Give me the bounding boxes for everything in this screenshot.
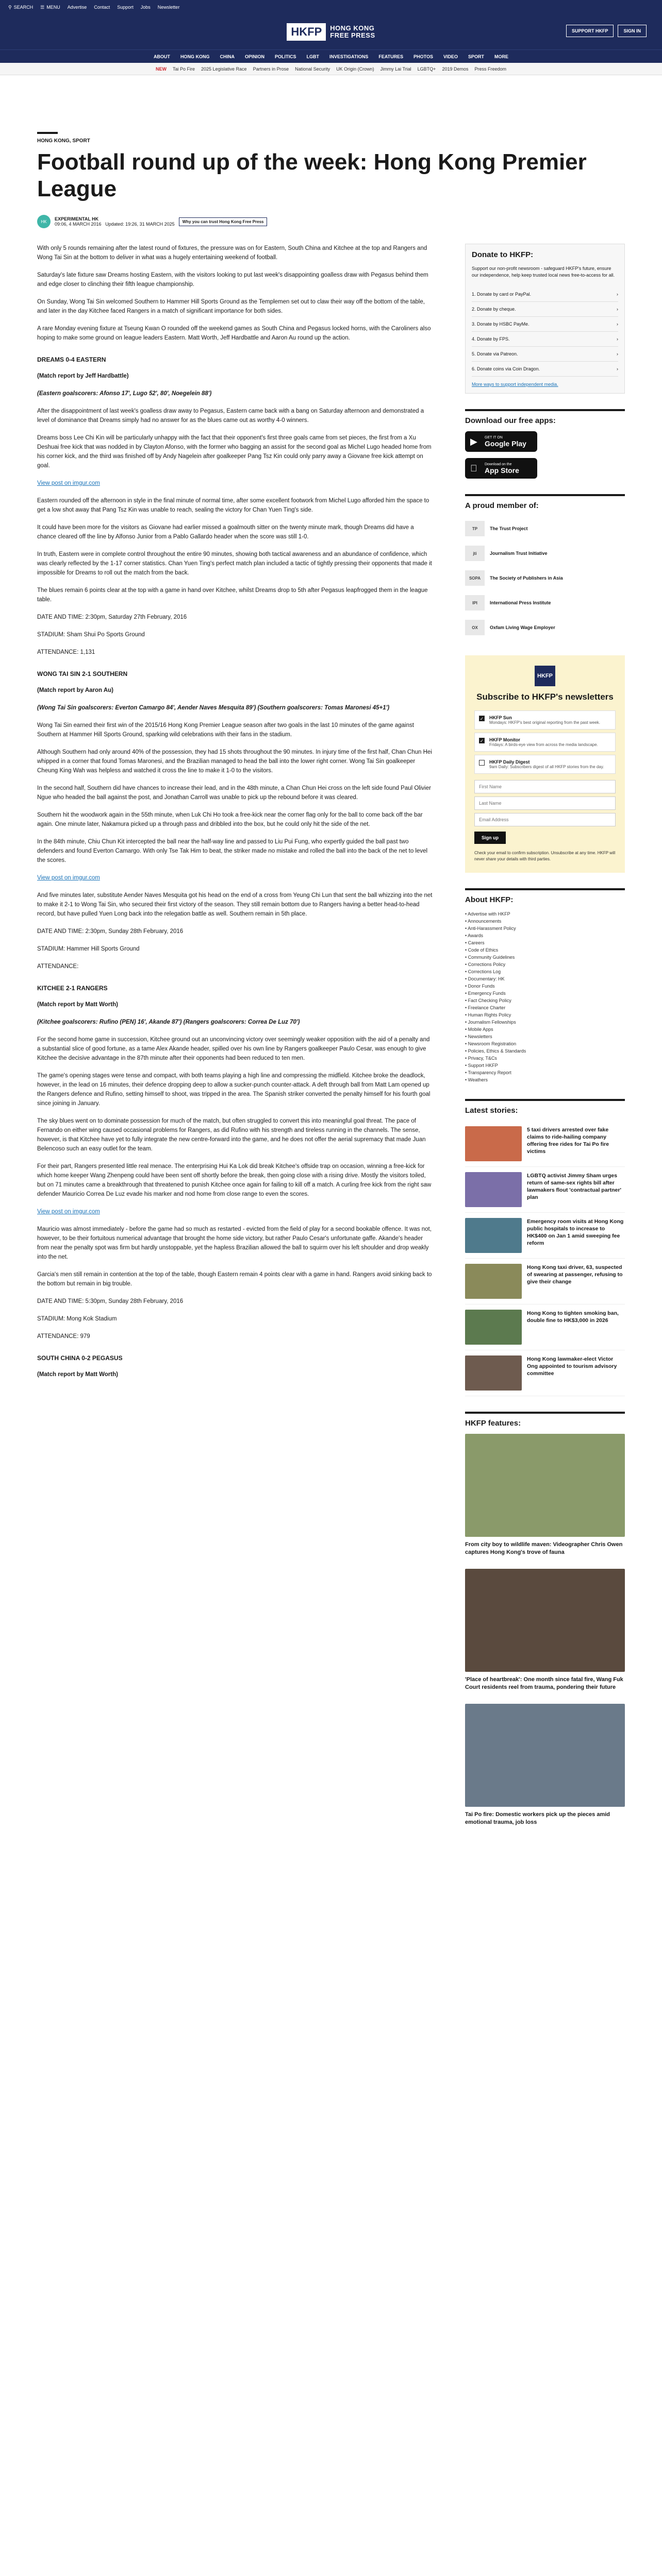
about-link[interactable]: • Code of Ethics [465,946,625,954]
features-list [465,1434,625,1826]
about-link[interactable]: • Emergency Funds [465,990,625,997]
chevron-right-icon: › [617,366,618,371]
why-trust-button[interactable]: Why you can trust Hong Kong Free Press [179,217,268,226]
newsletter-option[interactable]: ✓ HKFP Sun Mondays: HKFP's best original reporting from the past week. [474,710,616,730]
match-paragraph: STADIUM: Mong Kok Stadium [37,1316,117,1322]
donate-box [465,244,625,394]
match-paragraph: DATE AND TIME: 5:30pm, Sunday 28th February, 2016 [37,1298,184,1304]
imgur-embed-link[interactable]: View post on imgur.com [37,1209,100,1215]
nav-item-china[interactable]: CHINA [220,54,235,59]
feature-image[interactable] [465,1569,625,1672]
byline [37,215,625,228]
top-utility-bar [0,0,662,14]
latest-stories [465,1121,625,1396]
nav-item-opinion[interactable]: OPINION [244,54,264,59]
about-link[interactable]: • Community Guidelines [465,954,625,961]
about-link[interactable]: • Human Rights Policy [465,1011,625,1019]
hkfp-logo: HKFP [535,666,555,686]
match-heading: WONG TAI SIN 2-1 SOUTHERN [37,670,128,677]
sign-in-button[interactable]: SIGN IN [618,25,647,37]
about-links [465,910,625,1083]
updated-date: Updated: 19:26, 31 MARCH 2025 [105,222,175,227]
match-heading: SOUTH CHINA 0-2 PEGASUS [37,1354,123,1362]
match-paragraph: For the second home game in succession, Kitchee ground out an unconvincing victory over seemingly weaker opposition with the aid of a penalty and a substantial slice of good fortune, as a tame Alex Akande header, spilled over his own line by Rangers goalkeeper Paulo Cesar, was enough to give Kitchee the decisive advantage in the 87th minute after their opponents had been reduced to ten men. [37,1037,430,1061]
support-hkfp-button[interactable]: SUPPORT HKFP [566,25,614,37]
donate-intro[interactable]: Support our non-profit newsroom - safeguard HKFP's future, ensure our independence, help keep trusted local news free-to-access for all. [472,266,615,278]
logo-mark: HKFP [287,23,326,41]
search-icon: ⚲ [8,4,12,10]
latest-story[interactable] [465,1121,625,1167]
chevron-right-icon: › [617,321,618,327]
chevron-right-icon: › [617,351,618,357]
article-title: Football round up of the week: Hong Kong Premier League [37,149,587,201]
feature-headline[interactable]: Tai Po fire: Domestic workers pick up the pieces amid emotional trauma, job loss [465,1811,610,1825]
app-store-button[interactable]: Download on the App Store [465,458,537,479]
checkbox-checked[interactable]: ✓ [479,738,484,743]
trending-link[interactable]: Jimmy Lai Trial [380,66,411,72]
first-name-input[interactable] [474,780,616,793]
match-paragraph: Garcia's men still remain in contention at the top of the table, though Eastern remain 4 points clear with a game in hand. Rangers avoid sinking back to the bottom but remain in big trouble. [37,1272,432,1287]
member-org[interactable]: jti Journalism Trust Initiative [465,541,625,566]
member-org[interactable]: IPI International Press Institute [465,590,625,615]
article-body [37,244,434,1839]
sidebar [465,244,625,1839]
trending-link[interactable]: Press Freedom [474,66,506,72]
feature-card[interactable] [465,1704,625,1826]
about-link[interactable]: • Newsroom Registration [465,1040,625,1047]
about-link[interactable]: • Donor Funds [465,982,625,990]
intro-paragraph: With only 5 rounds remaining after the latest round of fixtures, the pressure was on for Eastern, South China and Kitchee at the top and Rangers and Wong Tai Sin at the bottom to deliver in what was a hugely entertaining weekend of football. [37,245,427,261]
intro-paragraph: A rare Monday evening fixture at Tseung Kwan O rounded off the weekend games as South China and Pegasus locked horns, with the Caroliners also hoping to make some ground on league leaders Eastern. Matt Worth, Jeff Hardbattle and Aaron Au round up the action. [37,326,431,341]
match-paragraph: The sky blues went on to dominate possession for much of the match, but often struggled to convert this into meaningful goal threat. The pace of Fernando on either wing caused occasional problems for Rangers, as did Rufino with his strength and tireless running in the channels. The sense, however, is that Kitchee have yet to fully integrate the new centre-forward into the game, and he does not offer the aerial supremacy that made Juan Belencoso such an easy outlet for the team. [37,1118,426,1152]
trending-link[interactable]: 2025 Legislative Race [201,66,247,72]
site-logo[interactable] [287,23,375,41]
features-title: HKFP features: [465,1412,625,1428]
imgur-embed-link[interactable]: View post on imgur.com [37,480,100,486]
google-play-button[interactable]: ▶ GET IT ON Google Play [465,431,537,452]
story-headline[interactable]: Emergency room visits at Hong Kong public hospitals to increase to HK$400 on Jan 1 amid sweeping fee reform [527,1218,624,1246]
intro-paragraph: On Sunday, Wong Tai Sin welcomed Southern to Hammer Hill Sports Ground as the Templemen set out to claw their way off the bottom of the table, and later in the day Kitchee faced Rangers in a match of significant importance for both sides. [37,299,425,314]
member-title: A proud member of: [465,494,625,510]
nav-item-photos[interactable]: PHOTOS [413,54,434,59]
about-link[interactable]: • Anti-Harassment Policy [465,925,625,932]
trending-link[interactable]: Partners in Prose [253,66,289,72]
subscribe-note: Check your email to confirm subscription. Unsubscribe at any time. HKFP will never share your details with third parties. [474,851,616,861]
feature-headline[interactable]: From city boy to wildlife maven: Videographer Chris Owen captures Hong Kong's trove of fauna [465,1541,623,1555]
match-scorers: (Eastern goalscorers: Afonso 17', Lugo 52', 80', Noegelein 88') [37,391,212,397]
trending-bar [0,63,662,75]
about-link[interactable]: • Freelance Charter [465,1004,625,1011]
chevron-right-icon: › [617,336,618,342]
match-paragraph: ATTENDANCE: 979 [37,1333,90,1340]
donate-option[interactable]: 2. Donate by cheque. › [472,302,618,317]
oxfam-logo: OX [465,620,485,635]
author-avatar: HK [37,215,51,228]
main-content [37,75,625,1839]
match-reporter: (Match report by Aaron Au) [37,687,114,693]
latest-story[interactable] [465,1259,625,1304]
about-link[interactable]: • Awards [465,932,625,939]
match-paragraph: STADIUM: Sham Shui Po Sports Ground [37,632,145,638]
last-name-input[interactable] [474,796,616,810]
about-link[interactable]: • Newsletters [465,1033,625,1040]
trending-link[interactable]: 2019 Demos [442,66,469,72]
feature-card[interactable] [465,1434,625,1556]
about-link[interactable]: • Privacy, T&Cs [465,1055,625,1062]
nav-item-lgbt[interactable]: LGBT [306,54,319,59]
topbar-link-contact[interactable]: Contact [94,5,110,10]
match-scorers: (Wong Tai Sin goalscorers: Everton Camargo 84', Aender Naves Mesquita 89') (Southern goalscorers: Tomas Maronesi 45+1') [37,705,390,711]
story-headline[interactable]: 5 taxi drivers arrested over fake claims to ride-hailing company offering free rides for Tai Po fire victims [527,1127,609,1155]
about-link[interactable]: • Fact Checking Policy [465,997,625,1004]
match-paragraph: In the 84th minute, Chiu Chun Kit intercepted the ball near the half-way line and passed to Liu Pui Fung, who expertly guided the ball past two defenders and found Everton Camargo. With only Tse Tak Him to beat, the striker made no mistake and rolled the ball into the back of the net to level the scores. [37,839,428,863]
story-headline[interactable]: Hong Kong taxi driver, 63, suspected of swearing at passenger, refusing to give their change [527,1264,623,1285]
match-paragraph: The game's opening stages were tense and compact, with both teams playing a high line and compressing the midfield. Kitchee broke the deadlock, however, in the lead on 16 minutes, their defence dropping deep to allow a sucker-punch counter-attack. A deft through ball from Matt Lam opened up the Rangers defence and Rufino, setting himself to shoot, was tripped in the area. The Spanish striker converted the penalty himself for his fourth goal since joining in January. [37,1073,431,1107]
apps-title: Download our free apps: [465,409,625,425]
story-thumbnail[interactable] [465,1310,522,1345]
google-play-icon: ▶ [470,436,477,447]
match-paragraph: Eastern rounded off the afternoon in style in the final minute of normal time, after some excellent footwork from Michel Lugo afforded him the space to get a low shot away that Pang Tsz Kin was unable to reach, sealing the victory for Chan Yuen Ting's side. [37,498,429,513]
story-thumbnail[interactable] [465,1355,522,1391]
nav-item-about[interactable]: ABOUT [153,54,170,59]
checkbox-unchecked[interactable] [479,760,485,766]
match-heading: DREAMS 0-4 EASTERN [37,356,106,363]
latest-story[interactable] [465,1213,625,1259]
donate-option[interactable]: 5. Donate via Patreon. › [472,347,618,362]
match-paragraph: After the disappointment of last week's goalless draw away to Pegasus, Eastern came back with a bang on Saturday afternoon and demonstrated a level of dominance that Dreams simply had no answer for as the blues came out as worthy 4-0 winners. [37,408,424,423]
match-paragraph: And five minutes later, substitute Aender Naves Mesquita got his head on the end of a cross from Yeung Chi Lun that sent the ball whizzing into the net to make it 2-1 to Wong Tai Sin, who secured their first victory of the season. They still remain bottom due to Rangers having a better head-to-head record, but have pulled Yuen Long back into the relegation battle as well. Southern remain in 5th place. [37,892,433,917]
match-paragraph: Although Southern had only around 40% of the possession, they had 15 shots throughout the 90 minutes. In injury time of the first half, Chan Chun Hei whipped in a corner that found Tomas Maronesi, and the Brazilian managed to head the ball into the lower right corner. Wong Tai Sin goalkeeper Cheung King Wah was helpless and watched it cross the line to make it 1-0 to the visitors. [37,749,432,774]
match-paragraph: The blues remain 6 points clear at the top with a game in hand over Kitchee, whilst Dreams drop to 5th after Pegasus leapfrogged them in the league table. [37,587,428,603]
match-paragraph: Dreams boss Lee Chi Kin will be particularly unhappy with the fact that their opponent's first three goals came from set pieces, the first from a Xu Deshuai free kick that was nodded in by Clayton Afonso, with the former who bagging an assist for the second goal as Michel Lugo headed home from his corner kick, and the third was finished off by Andy Nagelein after goalkeeper Pang Tsz Kin could only parry away a Giovane free kick attempt on goal. [37,435,432,469]
about-link[interactable]: • Mobile Apps [465,1026,625,1033]
trending-link[interactable]: UK Origin (Crown) [336,66,374,72]
nav-item-politics[interactable]: POLITICS [274,54,296,59]
about-link[interactable]: • Careers [465,939,625,946]
newsletter-option[interactable]: HKFP Daily Digest 9am Daily: Subscribers digest of all HKFP stories from the day. [474,755,616,774]
kicker-divider [37,132,58,134]
member-org[interactable]: TP The Trust Project [465,516,625,541]
match-paragraph: For their part, Rangers presented little real menace. The enterprising Hui Ka Lok did break Kitchee's offside trap on occasion, winning a free-kick for which home keeper Wang Zhenpeng could have been sent off shortly before the break, then going close with a rising drive. Mostly the visitors toiled, but on 71 minutes came a breakthrough that threatened to punish Kitchee once again for failing to kill off a match. A curling free kick from the right saw defender Mauricio Correa De Luz evade his marker and nod home from close range to even the scores. [37,1163,432,1197]
about-link[interactable]: • Corrections Policy [465,961,625,968]
about-link[interactable]: • Policies, Ethics & Standards [465,1047,625,1055]
match-reporter: (Match report by Matt Worth) [37,1371,118,1378]
match-paragraph: STADIUM: Hammer Hill Sports Ground [37,946,140,952]
menu-link[interactable]: ☰ MENU [40,4,60,10]
story-headline[interactable]: LGBTQ activist Jimmy Sham urges return of same-sex rights bill after lawmakers flout 'contractual partner' plan [527,1173,621,1200]
story-thumbnail[interactable] [465,1172,522,1207]
about-link[interactable]: • Advertise with HKFP [465,910,625,918]
story-thumbnail[interactable] [465,1126,522,1161]
match-paragraph: In truth, Eastern were in complete control throughout the entire 90 minutes, showing both tactical awareness and an abundance of confidence, which was clearly reflected by the 1-17 corner statistics. Chan Yuen Ting's perfect match plan included a tactic of tightly pressing their opponents that made it impossible for Dreams to roll out the match from the back. [37,551,432,576]
apple-icon [470,463,477,474]
latest-title: Latest stories: [465,1099,625,1115]
story-thumbnail[interactable] [465,1218,522,1253]
nav-item-video[interactable]: VIDEO [443,54,458,59]
topbar-link-newsletter[interactable]: Newsletter [157,5,180,10]
donate-option[interactable]: 1. Donate by card or PayPal. › [472,287,618,302]
search-link[interactable]: ⚲ SEARCH [8,4,34,10]
feature-card[interactable] [465,1569,625,1691]
intro-paragraph: Saturday's late fixture saw Dreams hosting Eastern, with the visitors looking to put last week's disappointing goalless draw with Pegasus behind them and edge closer to clinching their fifth league championship. [37,272,428,287]
match-heading: KITCHEE 2-1 RANGERS [37,985,108,992]
member-org[interactable]: SOPA The Society of Publishers in Asia [465,566,625,590]
imgur-embed-link[interactable]: View post on imgur.com [37,875,100,881]
match-paragraph: Southern hit the woodwork again in the 55th minute, when Luk Chi Ho took a free-kick near the corner flag only for the ball to come back off the bar again. One minute later, Nakamura picked up a through pass and dribbled into the box, but he could only hit the side of the net. [37,812,423,827]
chevron-right-icon: › [617,292,618,297]
checkbox-checked[interactable]: ✓ [479,716,484,721]
publish-date: 09:06, 4 MARCH 2016 [55,222,102,227]
ipi-logo: IPI [465,595,485,611]
topbar-link-support[interactable]: Support [117,5,134,10]
feature-image[interactable] [465,1434,625,1537]
author-name[interactable]: EXPERIMENTAL HK [55,216,99,222]
about-link[interactable]: • Transparency Report [465,1069,625,1076]
feature-headline[interactable]: 'Place of heartbreak': One month since fatal fire, Wang Fuk Court residents reel from trauma, pondering their future [465,1676,623,1690]
trending-link[interactable]: National Security [295,66,330,72]
nav-item-hong-kong[interactable]: HONG KONG [180,54,210,59]
match-paragraph: DATE AND TIME: 2:30pm, Saturday 27th February, 2016 [37,614,187,620]
article-category[interactable]: HONG KONG, SPORT [37,138,90,144]
donate-option[interactable]: 3. Donate by HSBC PayMe. › [472,317,618,332]
match-scorers: (Kitchee goalscorers: Rufino (PEN) 16', Akande 87') (Rangers goalscorers: Correa De Luz 70') [37,1019,300,1025]
story-headline[interactable]: Hong Kong lawmaker-elect Victor Ong appointed to tourism advisory committee [527,1356,617,1377]
topbar-link-jobs[interactable]: Jobs [140,5,151,10]
latest-story[interactable] [465,1350,625,1396]
hamburger-icon: ☰ [40,4,45,10]
more-ways-link[interactable]: More ways to support independent media. [472,382,558,387]
jti-logo: jti [465,546,485,561]
sign-up-button[interactable]: Sign up [474,832,506,844]
member-org[interactable]: OX Oxfam Living Wage Employer [465,615,625,640]
match-paragraph: Wong Tai Sin earned their first win of the 2015/16 Hong Kong Premier League season after two goals in the last 10 minutes of the game against Southern at Hammer Hill Sports Ground, sparking wild celebrations with their fans in the stadium. [37,722,414,738]
match-paragraph: ATTENDANCE: [37,963,79,970]
about-link[interactable]: • Announcements [465,918,625,925]
nav-item-sport[interactable]: SPORT [468,54,485,59]
match-reporter: (Match report by Matt Worth) [37,1002,118,1008]
match-reporter: (Match report by Jeff Hardbattle) [37,373,129,379]
topbar-link-advertise[interactable]: Advertise [67,5,87,10]
trending-link[interactable]: Tai Po Fire [172,66,195,72]
match-paragraph: DATE AND TIME: 2:30pm, Sunday 28th February, 2016 [37,928,184,935]
donate-title: Donate to HKFP: [472,250,534,259]
match-paragraph: It could have been more for the visitors as Giovane had earlier missed a goalmouth sitter on the twenty minute mark, though Dreams did have a chance cleared off the line by Alfonso Junior from a Pablo Gallardo header when the score was still 1-0. [37,524,414,540]
new-label: NEW [155,66,167,72]
about-link[interactable]: • Journalism Fellowships [465,1019,625,1026]
trending-link[interactable]: LGBTQ+ [417,66,436,72]
newsletter-option[interactable]: ✓ HKFP Monitor Fridays: A birds-eye view from across the media landscape. [474,733,616,752]
main-nav [0,49,662,63]
subscribe-title: Subscribe to HKFP's newsletters [476,692,614,702]
donate-option[interactable]: 6. Donate coins via Coin Dragon. › [472,362,618,377]
nav-item-more[interactable]: MORE [494,54,509,59]
nav-item-investigations[interactable]: INVESTIGATIONS [329,54,369,59]
about-link[interactable]: • Documentary: HK [465,975,625,982]
sopa-logo: SOPA [465,570,485,586]
email-input[interactable] [474,813,616,826]
latest-story[interactable] [465,1167,625,1213]
trust-project-logo: TP [465,521,485,536]
chevron-right-icon: › [617,307,618,312]
logo-wordmark: HONG KONG FREE PRESS [330,24,375,39]
story-headline[interactable]: Hong Kong to tighten smoking ban, double fine to HK$3,000 in 2026 [527,1310,619,1324]
about-link[interactable]: • Weathers [465,1076,625,1083]
about-link[interactable]: • Corrections Log [465,968,625,975]
match-paragraph: Mauricio was almost immediately - before the game had so much as restarted - evicted from the field of play for a second bookable offence. It was not, however, to be their fortuitous numerical advantage that brought the home side victory, but rather Paulo Cesar's unfortunate gaffe. Akande's header from near the penalty spot was firm but hardly unstoppable, yet the hapless Brazilian allowed the ball to squirm over his left shoulder and drop weakly into the net. [37,1226,432,1260]
newsletter-signup [465,655,625,873]
site-header [0,14,662,49]
match-paragraph: ATTENDANCE: 1,131 [37,649,95,655]
latest-story[interactable] [465,1304,625,1350]
story-thumbnail[interactable] [465,1264,522,1299]
feature-image[interactable] [465,1704,625,1807]
about-link[interactable]: • Support HKFP [465,1062,625,1069]
donate-option[interactable]: 4. Donate by FPS. › [472,332,618,347]
about-title: About HKFP: [465,888,625,904]
nav-item-features[interactable]: FEATURES [378,54,404,59]
match-paragraph: In the second half, Southern did have chances to increase their lead, and in the 48th minute, a Chan Chun Hei cross on the left side found Paul Olivier Ngue who headed the ball against the post, and Jonathan Carroll was unable to pick up the rebound before it was cleared. [37,785,431,801]
